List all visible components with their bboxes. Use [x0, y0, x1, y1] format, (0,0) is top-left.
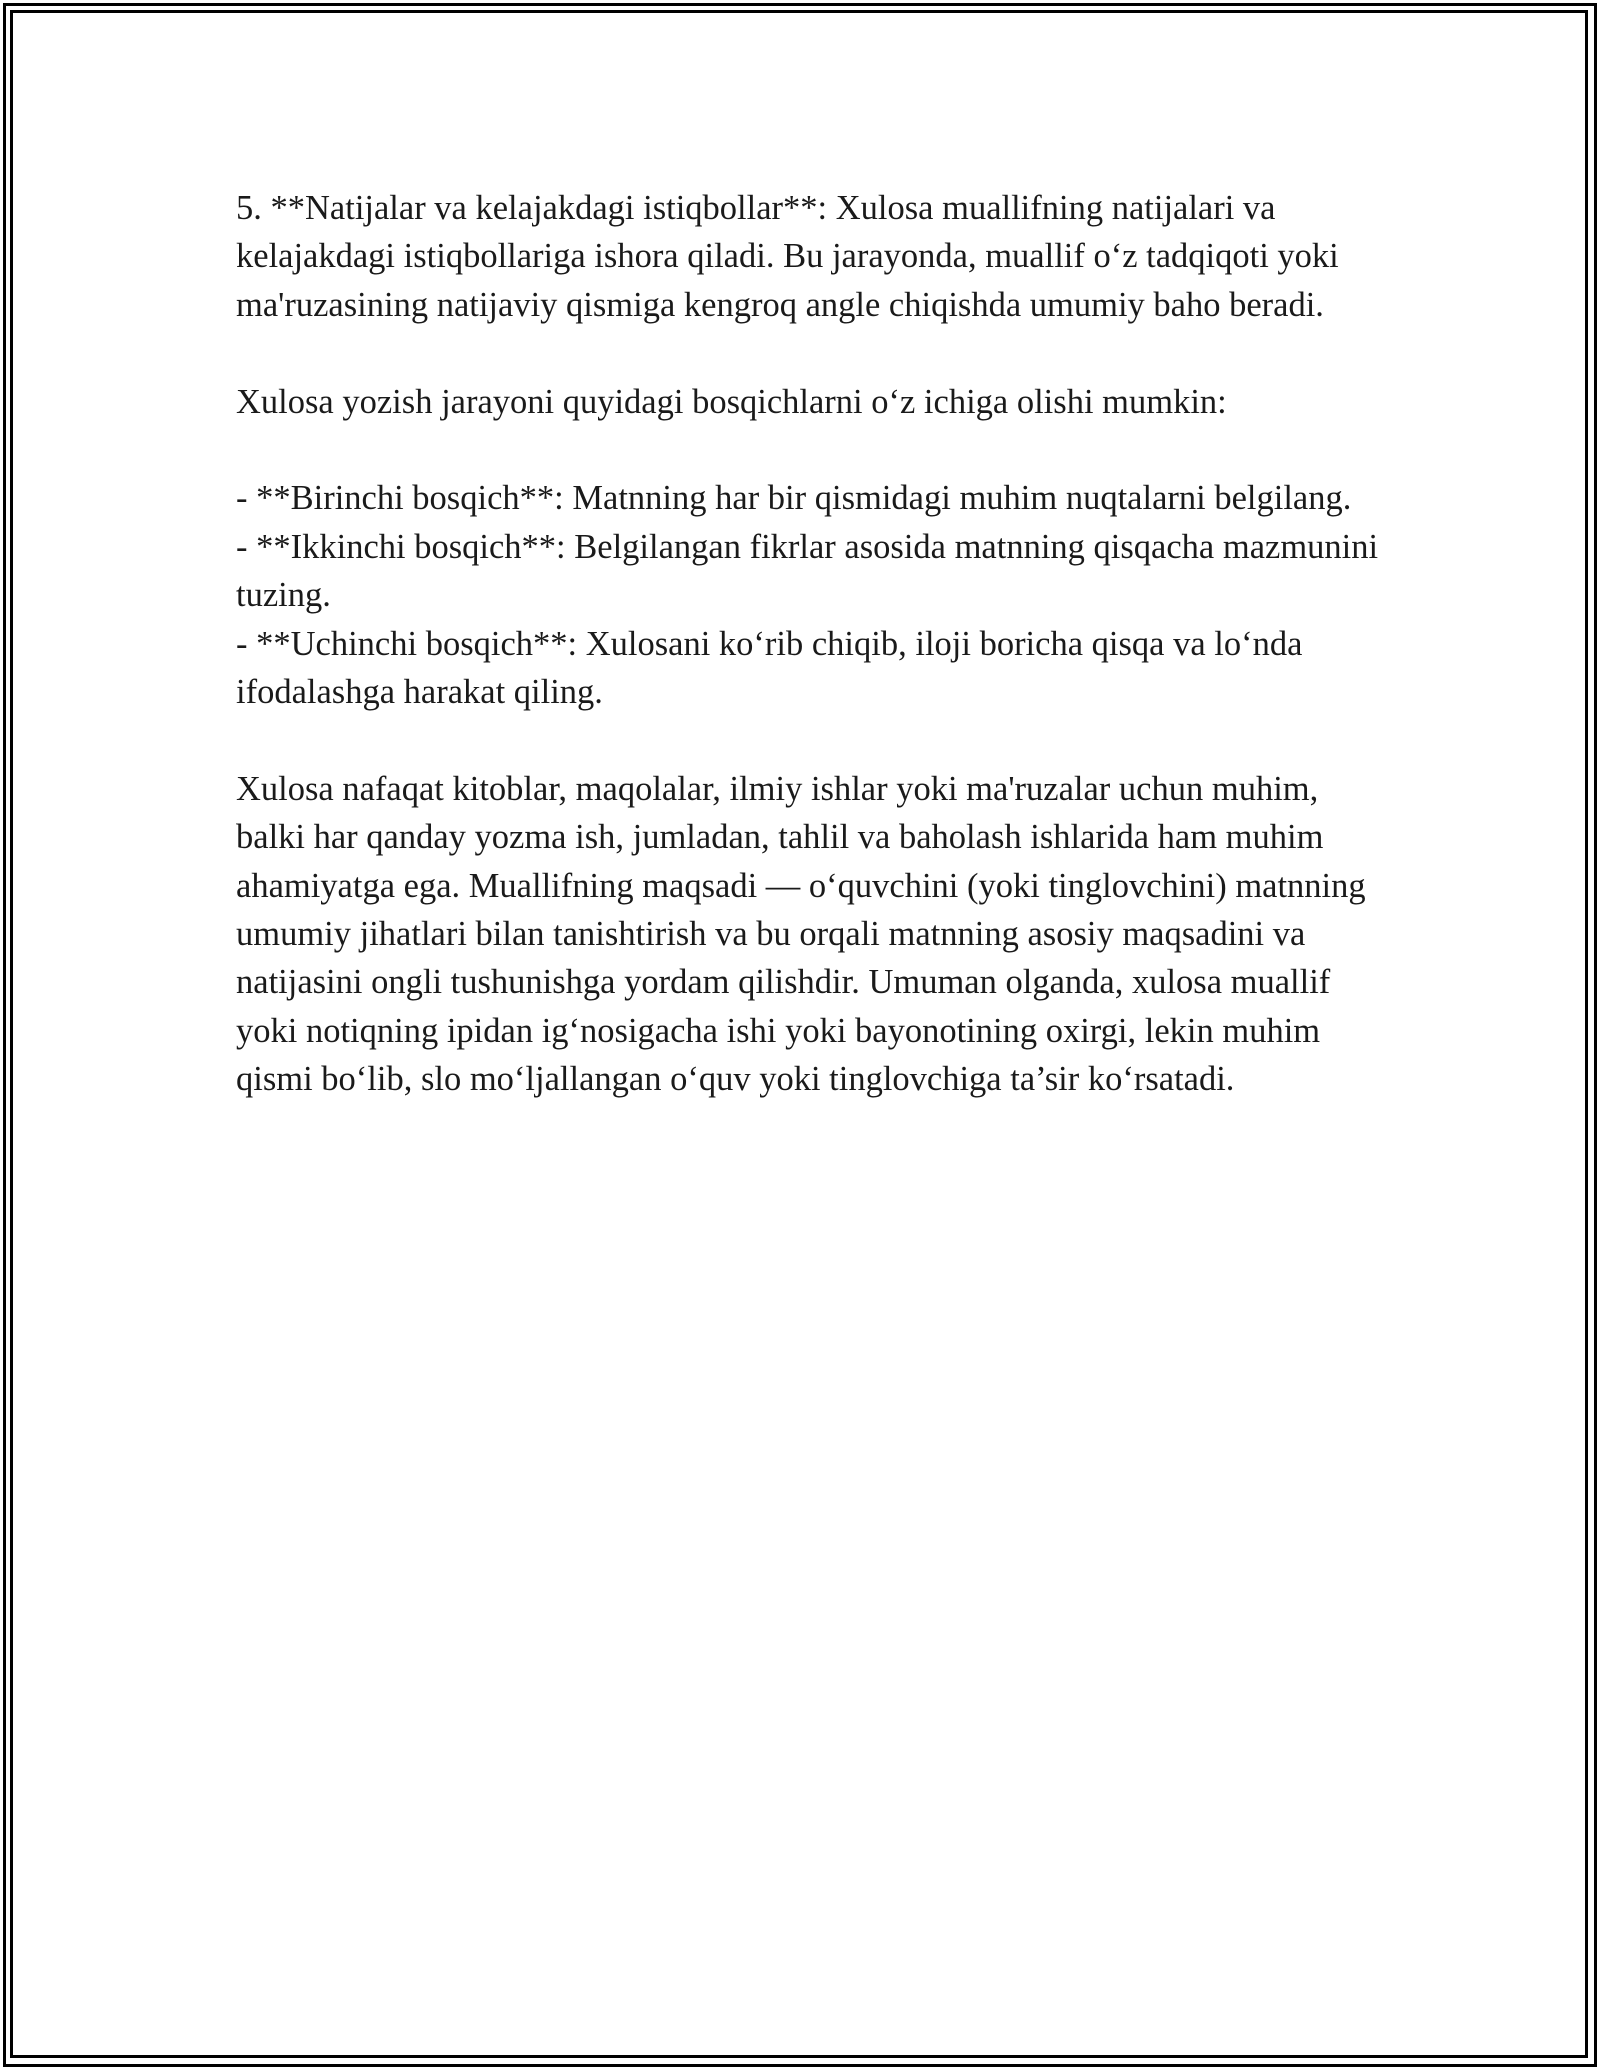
document-body: [236, 184, 1386, 1152]
paragraph-steps-intro: Xulosa yozish jarayoni quyidagi bosqichlarni o‘z ichiga olishi mumkin:: [236, 382, 1227, 421]
paragraph-conclusion: Xulosa nafaqat kitoblar, maqolalar, ilmiy ishlar yoki ma'ruzalar uchun muhim, balki har qanday yozma ish, jumladan, tahlil va baholash ishlarida ham muhim ahamiyatga ega. Muallifning maqsadi — o‘quvchini (yoki tinglovchini) matnning umumiy jihatlari bilan tanishtirish va bu orqali matnning asosiy maqsadini va natijasini ongli tushunishga yordam qilishdir. Umuman olganda, xulosa muallif yoki notiqning ipidan ig‘nosigacha ishi yoki bayonotining oxirgi, lekin muhim qismi bo‘lib, slo mo‘ljallangan o‘quv yoki tinglovchiga ta’sir ko‘rsatadi.: [236, 769, 1366, 1099]
step-item-second: - **Ikkinchi bosqich**: Belgilangan fikrlar asosida matnning qisqacha mazmunini tuzing.: [236, 527, 1379, 615]
paragraph-results: 5. **Natijalar va kelajakdagi istiqbollar**: Xulosa muallifning natijalari va kelajakdagi istiqbollariga ishora qiladi. Bu jarayonda, muallif o‘z tadqiqoti yoki ma'ruzasining natijaviy qismiga kengroq angle chiqishda umumiy baho beradi.: [236, 189, 1339, 324]
step-item-third: - **Uchinchi bosqich**: Xulosani ko‘rib chiqib, iloji boricha qisqa va lo‘nda ifodalashga harakat qiling.: [236, 624, 1303, 712]
step-item-first: - **Birinchi bosqich**: Matnning har bir qismidagi muhim nuqtalarni belgilang.: [236, 479, 1352, 518]
steps-list: [236, 474, 1386, 716]
